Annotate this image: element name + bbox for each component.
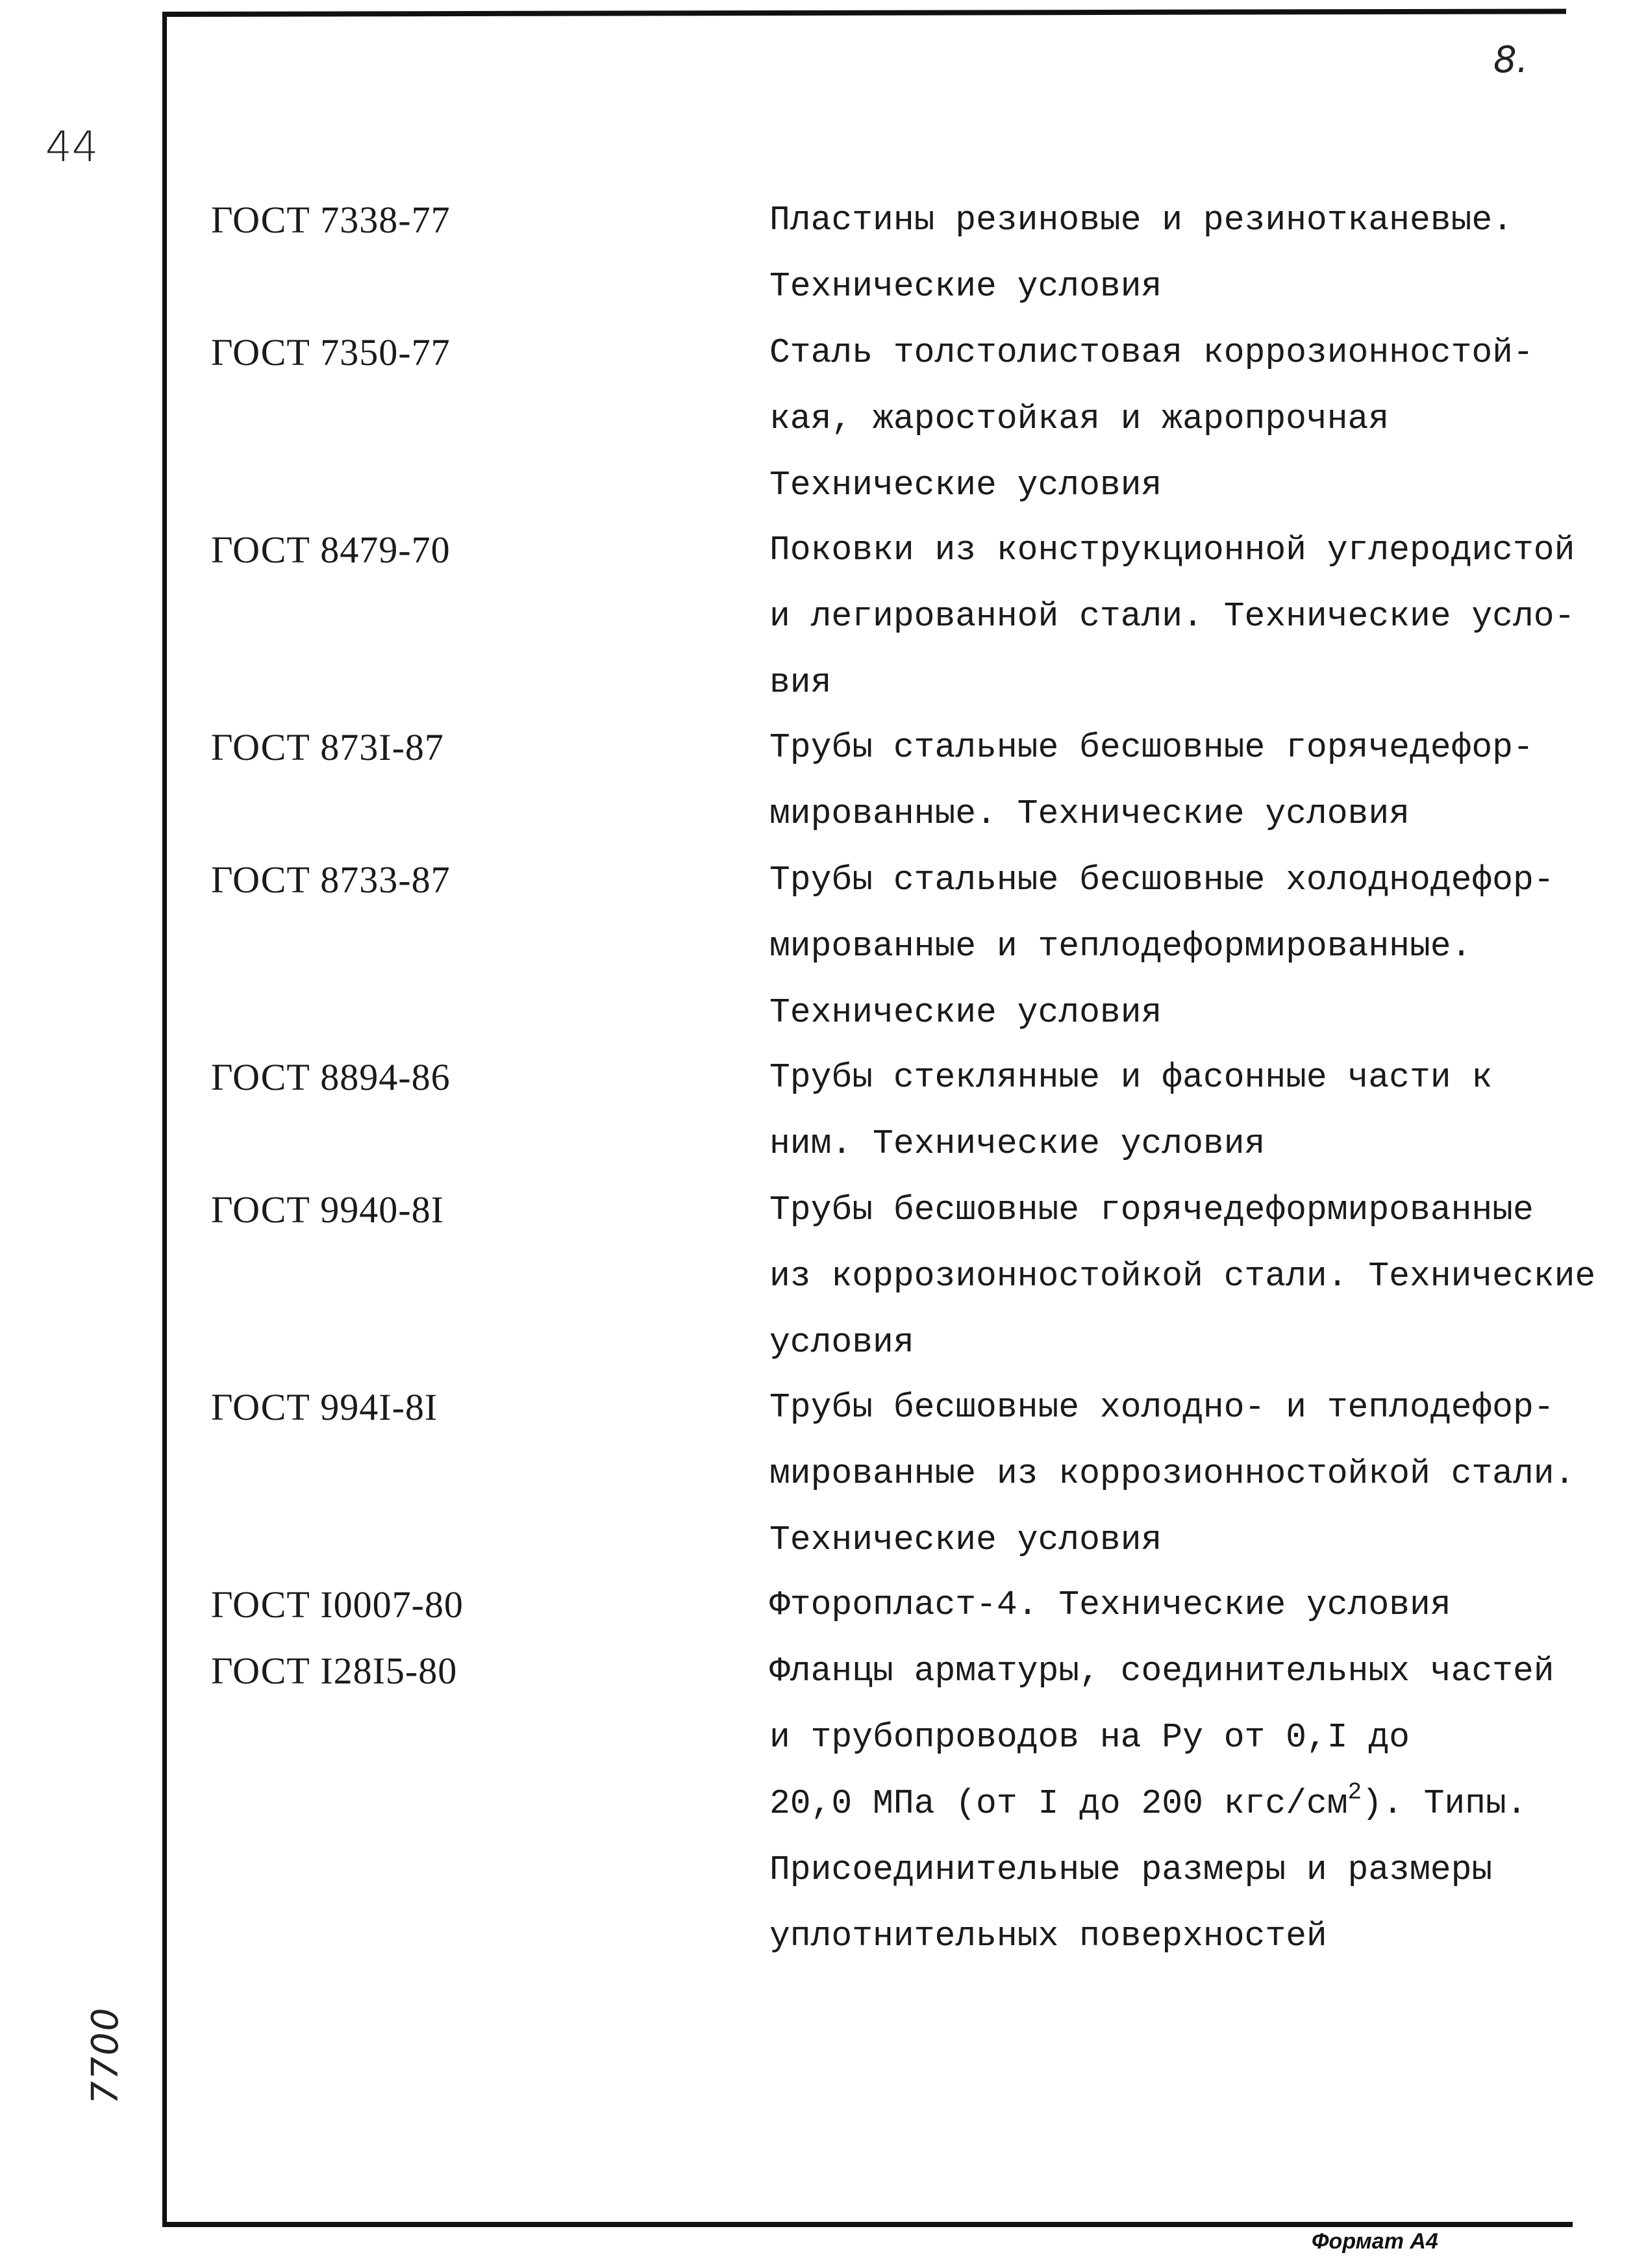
description-line: Фторопласт-4. Технические условия [769, 1585, 1451, 1624]
standard-description [769, 320, 1588, 518]
superscript: 2 [1347, 1779, 1362, 1806]
frame-top-border [162, 8, 1566, 17]
frame-bottom-border [162, 2222, 1573, 2227]
description-line: ним. Технические условия [769, 1124, 1266, 1163]
standard-description [769, 1044, 1588, 1177]
description-line-text: ). Типы. [1362, 1784, 1527, 1823]
frame-left-border [162, 12, 167, 2225]
description-line: Технические условия [769, 993, 1162, 1032]
standard-code: ГОСТ 8479-70 [211, 529, 451, 571]
margin-number: 44 [45, 123, 99, 171]
standard-description [769, 517, 1588, 716]
description-line: Трубы бесшовные горячедеформированные [769, 1191, 1534, 1229]
standard-description [769, 847, 1588, 1046]
standard-code: ГОСТ 8733-87 [211, 859, 451, 901]
description-line: мированные. Технические условия [769, 794, 1410, 833]
description-line: Трубы бесшовные холодно- и теплодефор- [769, 1388, 1554, 1427]
format-label: Формат А4 [1312, 2229, 1438, 2254]
description-line: Технические условия [769, 466, 1162, 505]
description-line: мированные и теплодеформированные. [769, 927, 1472, 966]
description-line: кая, жаростойкая и жаропрочная [769, 399, 1390, 438]
standard-code: ГОСТ 9940-8I [211, 1189, 444, 1231]
standard-description [769, 1177, 1596, 1376]
description-line: условия [769, 1323, 914, 1362]
standard-code: ГОСТ 994I-8I [211, 1386, 438, 1428]
standard-description [769, 1572, 1588, 1638]
description-line: Присоединительные размеры и размеры [769, 1850, 1493, 1889]
description-line [769, 1770, 1588, 1837]
description-line: Поковки из конструкционной углеродистой [769, 531, 1575, 570]
description-line: Фланцы арматуры, соединительных частей [769, 1652, 1554, 1691]
description-line: из коррозионностойкой стали. Технические [769, 1257, 1596, 1296]
description-line: Сталь толстолистовая коррозионностой- [769, 333, 1534, 372]
standard-code: ГОСТ 8894-86 [211, 1056, 451, 1098]
standard-code: ГОСТ 7338-77 [211, 199, 451, 241]
description-line: Трубы стальные бесшовные холоднодефор- [769, 861, 1554, 900]
standard-code: ГОСТ 7350-77 [211, 331, 451, 373]
description-line: Трубы стеклянные и фасонные части к [769, 1058, 1493, 1097]
description-line: Технические условия [769, 267, 1162, 306]
standard-description [769, 1638, 1588, 1969]
description-line: и трубопроводов на Ру от 0,I до [769, 1718, 1410, 1757]
side-code: 7700 [84, 2006, 127, 2104]
description-line: Трубы стальные бесшовные горячедефор- [769, 728, 1534, 767]
standard-description [769, 187, 1588, 320]
description-line: мированные из коррозионностойкой стали. [769, 1454, 1575, 1493]
page-number: 8. [1493, 39, 1529, 81]
description-line: и легированной стали. Технические усло- [769, 597, 1575, 636]
description-line-text: 20,0 МПа (от I до 200 кгс/см [769, 1784, 1348, 1823]
standard-description [769, 714, 1588, 847]
standard-code: ГОСТ I0007-80 [211, 1583, 464, 1626]
description-line: Технические условия [769, 1520, 1162, 1559]
description-line: Пластины резиновые и резинотканевые. [769, 201, 1513, 240]
description-line: вия [769, 663, 832, 702]
standard-description [769, 1374, 1588, 1573]
description-line: уплотнительных поверхностей [769, 1917, 1327, 1956]
standard-code: ГОСТ 873I-87 [211, 726, 444, 768]
standard-code: ГОСТ I28I5-80 [211, 1650, 458, 1692]
